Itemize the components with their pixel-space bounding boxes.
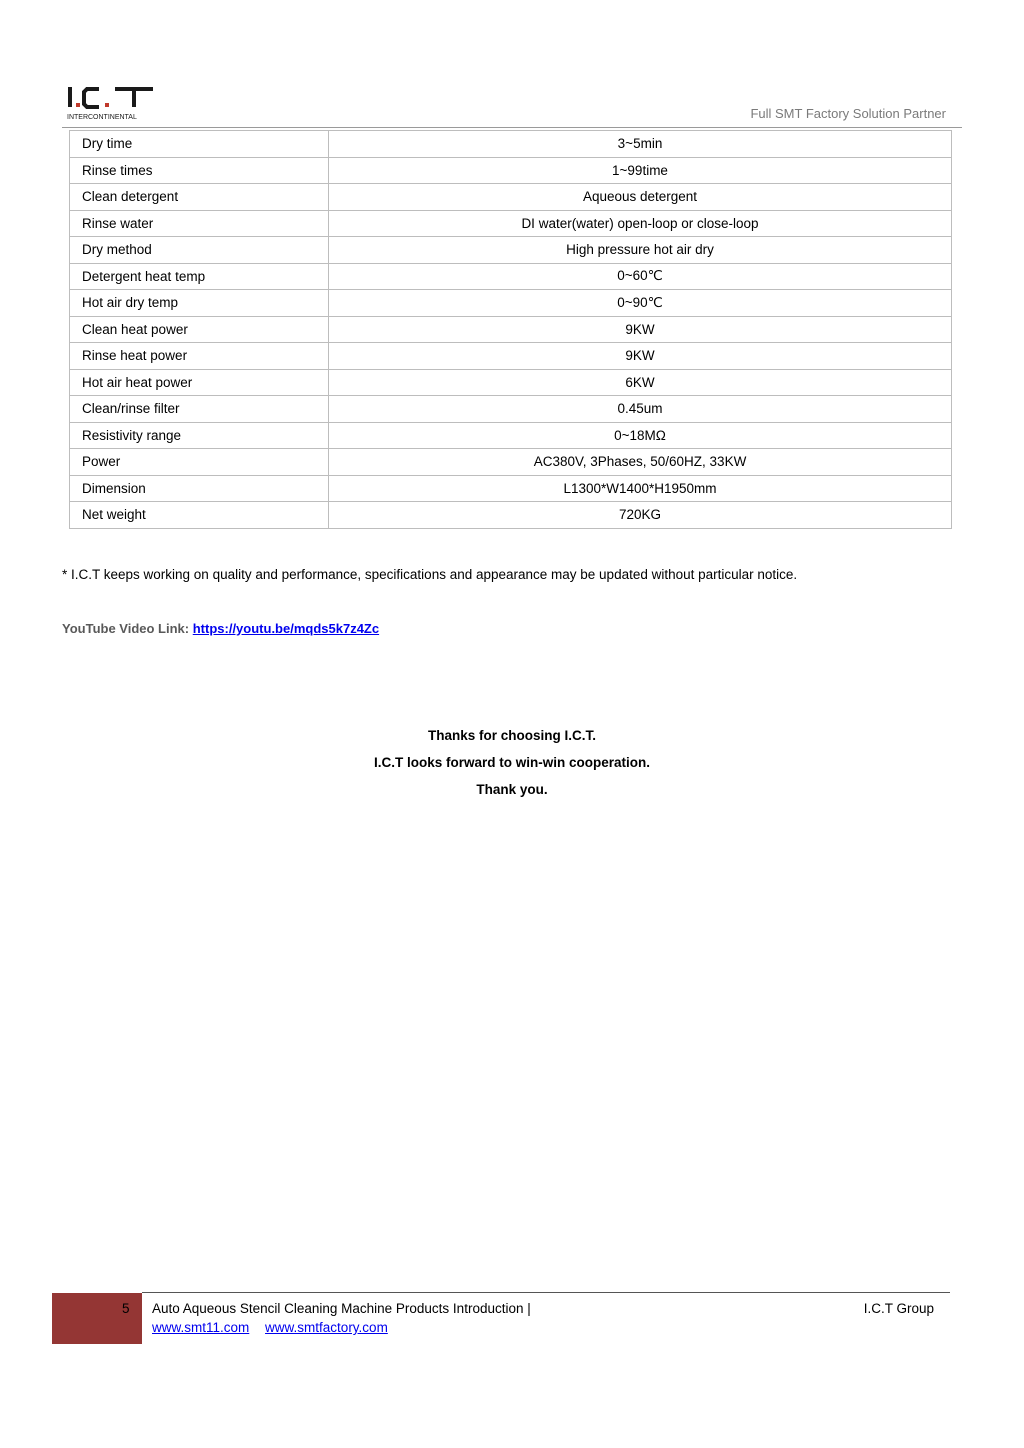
spec-value: Aqueous detergent [329,184,952,211]
spec-row [70,210,952,237]
spec-row [70,343,952,370]
spec-label: Dry method [70,237,329,264]
spec-label: Resistivity range [70,422,329,449]
logo-subtext: INTERCONTINENTAL [67,114,137,121]
spec-label: Clean detergent [70,184,329,211]
spec-value: 720KG [329,502,952,529]
spec-label: Dimension [70,475,329,502]
youtube-link[interactable]: https://youtu.be/mqds5k7z4Zc [192,621,380,636]
footer-group: I.C.T Group [863,1301,934,1316]
spec-label: Hot air dry temp [70,290,329,317]
spec-row [70,316,952,343]
spec-value: 0~18MΩ [329,422,952,449]
spec-row [70,290,952,317]
youtube-label: YouTube Video Link: [62,621,193,636]
footer-link-smtfactory[interactable]: www.smtfactory.com [265,1320,388,1335]
spec-value: 3~5min [329,131,952,158]
disclaimer-note: * I.C.T keeps working on quality and performance, specifications and appearance may be updated without particular notice. [62,567,798,582]
spec-label: Detergent heat temp [70,263,329,290]
spec-value: 0~60℃ [329,263,952,290]
closing-cooperation: I.C.T looks forward to win-win cooperation. [373,755,650,770]
spec-row [70,184,952,211]
footer-divider [142,1292,950,1293]
spec-table [69,130,952,529]
spec-label: Dry time [70,131,329,158]
spec-value: 6KW [329,369,952,396]
spec-row [70,157,952,184]
footer-doc-title: Auto Aqueous Stencil Cleaning Machine Products Introduction | [152,1301,531,1316]
spec-value: 0.45um [329,396,952,423]
spec-value: High pressure hot air dry [329,237,952,264]
spec-value: AC380V, 3Phases, 50/60HZ, 33KW [329,449,952,476]
spec-value: 9KW [329,343,952,370]
spec-label: Net weight [70,502,329,529]
spec-label: Rinse water [70,210,329,237]
spec-row [70,422,952,449]
closing-thanks: Thanks for choosing I.C.T. [427,728,596,743]
spec-value: L1300*W1400*H1950mm [329,475,952,502]
header-divider [62,127,962,128]
header-tagline: Full SMT Factory Solution Partner [750,106,946,121]
youtube-link-line [62,621,379,636]
spec-label: Rinse times [70,157,329,184]
spec-label: Rinse heat power [70,343,329,370]
spec-label: Hot air heat power [70,369,329,396]
spec-row [70,475,952,502]
spec-value: 0~90℃ [329,290,952,317]
footer-links [152,1320,400,1335]
spec-label: Clean heat power [70,316,329,343]
spec-row [70,449,952,476]
spec-value: DI water(water) open-loop or close-loop [329,210,952,237]
ict-logo [67,84,157,122]
closing-thank-you: Thank you. [476,782,548,797]
spec-row [70,237,952,264]
spec-row [70,369,952,396]
spec-label: Power [70,449,329,476]
page-number: 5 [122,1301,130,1316]
spec-row [70,263,952,290]
spec-row [70,131,952,158]
spec-value: 1~99time [329,157,952,184]
spec-row [70,502,952,529]
spec-row [70,396,952,423]
spec-label: Clean/rinse filter [70,396,329,423]
footer-link-smt11[interactable]: www.smt11.com [152,1320,250,1335]
spec-value: 9KW [329,316,952,343]
